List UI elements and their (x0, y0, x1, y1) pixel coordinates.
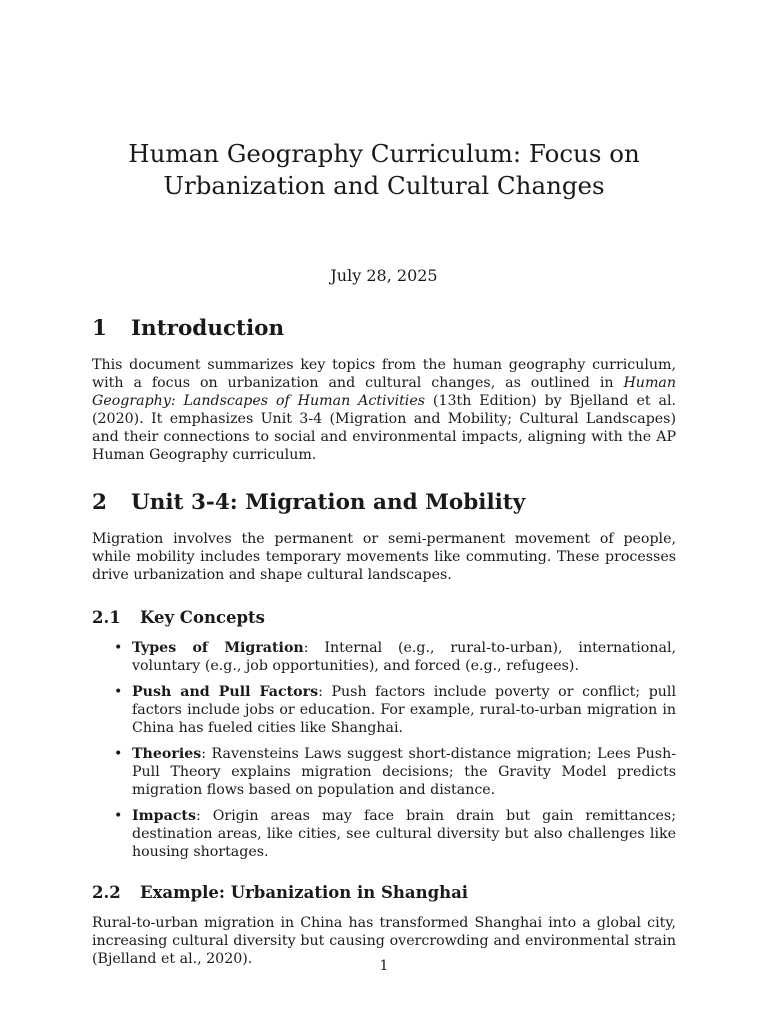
section-heading-migration (92, 490, 676, 515)
list-item-term: Theories (132, 746, 202, 762)
document-body (92, 316, 676, 968)
bullet-icon: • (114, 640, 123, 656)
subsection-heading-key-concepts (92, 608, 676, 627)
section-heading-introduction (92, 316, 676, 341)
section-title: Introduction (131, 316, 285, 341)
title-line-1: Human Geography Curriculum: Focus on (128, 139, 640, 168)
book-title: Human Geography: Landscapes of Human Activities (92, 375, 676, 409)
subsection-title: Key Concepts (140, 608, 265, 627)
list-item-text: : Ravensteins Laws suggest short-distance migration; Lees Push-Pull Theory explains migration decisions; the Gravity Model predicts migration flows based on population and distance. (132, 746, 676, 798)
shanghai-paragraph: Rural-to-urban migration in China has transformed Shanghai into a global city, increasing cultural diversity but causing overcrowding and environmental strain (Bjelland et al., 2020). (92, 915, 676, 967)
list-item-text: : Internal (e.g., rural-to-urban), international, voluntary (e.g., job opportunities), and forced (e.g., refugees). (132, 640, 676, 674)
bullet-icon: • (114, 746, 123, 762)
subsection-number: 2.1 (92, 608, 121, 627)
list-item (92, 745, 676, 799)
subsection-title: Example: Urbanization in Shanghai (140, 883, 469, 902)
bullet-icon: • (114, 808, 123, 824)
list-item-text: : Origin areas may face brain drain but gain remittances; destination areas, like cities, see cultural diversity but also challenges like housing shortages. (132, 808, 676, 860)
list-item (92, 683, 676, 737)
intro-text-start: This document summarizes key topics from the human geography curriculum, with a focus on urbanization and cultural changes, as outlined in (92, 357, 676, 391)
section-number: 1 (92, 316, 107, 341)
section-number: 2 (92, 490, 107, 515)
bullet-icon: • (114, 684, 123, 700)
list-item-term: Impacts (132, 808, 196, 824)
list-item (92, 639, 676, 675)
subsection-heading-shanghai (92, 883, 676, 902)
list-item-term: Push and Pull Factors (132, 684, 319, 700)
migration-paragraph: Migration involves the permanent or semi-permanent movement of people, while mobility includes temporary movements like commuting. These processes drive urbanization and shape cultural landscapes. (92, 531, 676, 583)
intro-text-end: (13th Edition) by Bjelland et al. (2020). It emphasizes Unit 3-4 (Migration and Mobility; Cultural Landscapes) and their connections to social and environmental impacts, aligning with the AP Human Geography curriculum. (92, 393, 676, 463)
title-line-2: Urbanization and Cultural Changes (163, 171, 605, 200)
introduction-paragraph (92, 356, 676, 464)
subsection-number: 2.2 (92, 883, 121, 902)
list-item-term: Types of Migration (132, 640, 304, 656)
list-item (92, 807, 676, 861)
key-concepts-list (92, 639, 676, 861)
page-number: 1 (379, 958, 389, 974)
document-title (92, 138, 676, 202)
section-title: Unit 3-4: Migration and Mobility (131, 490, 526, 515)
document-date: July 28, 2025 (330, 266, 438, 285)
list-item-text: : Push factors include poverty or conflict; pull factors include jobs or education. For example, rural-to-urban migration in China has fueled cities like Shanghai. (132, 684, 677, 736)
